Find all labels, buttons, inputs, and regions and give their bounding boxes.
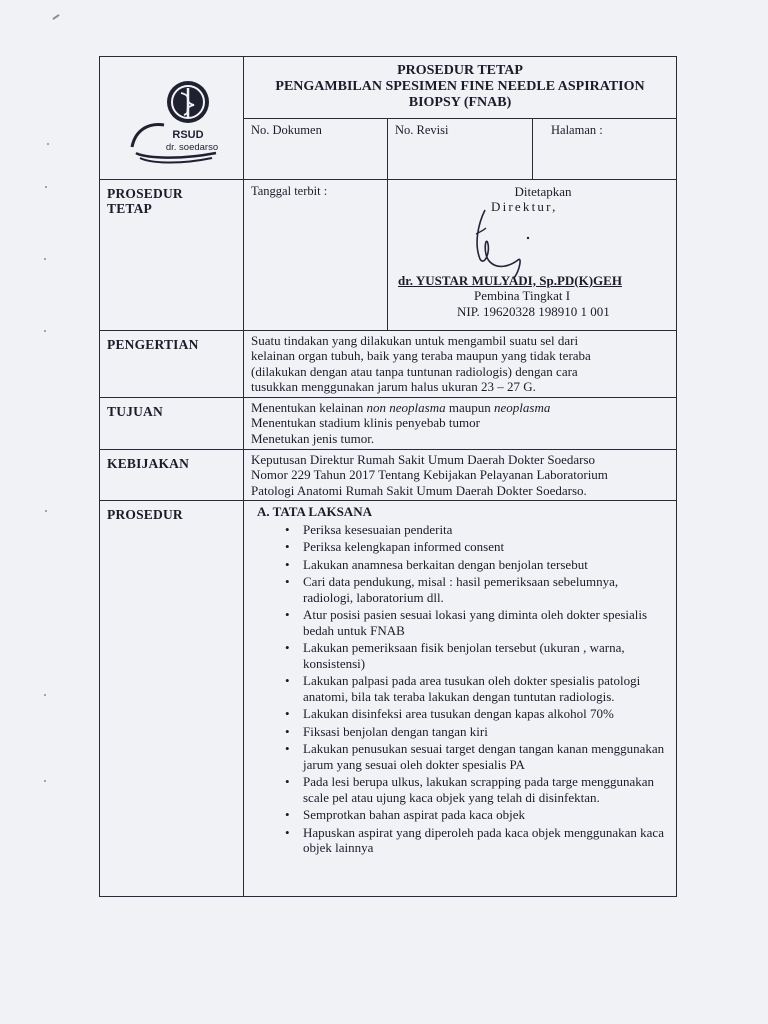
- sop-table: [99, 56, 677, 897]
- procedure-step: • Lakukan disinfeksi area tusukan dengan kapas alkohol 70%: [303, 706, 670, 722]
- tanggal-terbit-cell: [244, 179, 388, 330]
- procedure-step: • Lakukan palpasi pada area tusukan oleh dokter spesialis patologi anatomi, bila tak teraba lakukan dengan tuntutan radiologis.: [303, 673, 670, 704]
- ditetapkan-text: Ditetapkan: [514, 183, 572, 199]
- pengertian-line: (dilakukan dengan atau tanpa tuntunan radiologis) dengan cara: [251, 363, 578, 379]
- scan-speck: [44, 694, 46, 696]
- halaman-cell: [533, 119, 677, 179]
- title-cell: [244, 57, 677, 119]
- scan-speck: [45, 510, 47, 512]
- procedure-step: • Fiksasi benjolan dengan tangan kiri: [303, 724, 670, 740]
- prosedur-tetap-label-line1: PROSEDUR: [107, 185, 183, 201]
- scan-speck: [45, 186, 47, 188]
- prosedur-row: [100, 501, 677, 897]
- pengertian-row: [100, 330, 677, 397]
- scan-speck: [44, 330, 46, 332]
- procedure-step: • Lakukan penusukan sesuai target dengan tangan kanan menggunakan jarum yang sesuai oleh dokter spesialis PA: [303, 741, 670, 772]
- prosedur-content: [244, 501, 677, 897]
- tujuan-text: Menentukan kelainan: [251, 399, 367, 415]
- scan-speck: [52, 14, 60, 20]
- doc-title-line3: BIOPSY (FNAB): [408, 95, 512, 110]
- prosedur-tetap-label-line2: TETAP: [107, 201, 153, 216]
- scan-speck: [47, 143, 49, 145]
- kebijakan-line: Keputusan Direktur Rumah Sakit Umum Daerah Dokter Soedarso: [251, 451, 596, 467]
- no-dokumen-label: No. Dokumen: [251, 123, 322, 138]
- logo-text-rsud: RSUD: [171, 129, 204, 141]
- pengertian-line: Suatu tindakan yang dilakukan untuk mengambil suatu sel dari: [251, 332, 579, 348]
- handwritten-signature: [470, 204, 560, 284]
- signature-block: [388, 180, 676, 328]
- scan-speck: [44, 780, 46, 782]
- logo-text-name: dr. soedarso: [165, 142, 218, 153]
- tujuan-label: TUJUAN: [100, 397, 244, 449]
- tata-laksana-heading: A. TATA LAKSANA: [257, 504, 372, 519]
- kebijakan-label: KEBIJAKAN: [100, 449, 244, 501]
- doc-title-line1: PROSEDUR TETAP: [397, 63, 523, 78]
- procedure-step: • Periksa kesesuaian penderita: [303, 522, 670, 538]
- header-row: [100, 57, 677, 119]
- no-revisi-cell: [388, 119, 533, 179]
- doc-title-line2: PENGAMBILAN SPESIMEN FINE NEEDLE ASPIRATION: [275, 79, 645, 94]
- procedure-step: • Atur posisi pasien sesuai lokasi yang diminta oleh dokter spesialis bedah untuk FNAB: [303, 607, 670, 638]
- kebijakan-content: [244, 449, 677, 501]
- prosedur-tetap-row: [100, 179, 677, 330]
- tujuan-italic: non neoplasma: [366, 399, 446, 415]
- procedure-step: • Hapuskan aspirat yang diperoleh pada kaca objek menggunakan kaca objek lainnya: [303, 825, 670, 856]
- tujuan-line: Menetukan jenis tumor.: [251, 430, 375, 446]
- logo-cell: [100, 57, 244, 180]
- kebijakan-row: [100, 449, 677, 501]
- direktur-text: Direktur,: [491, 198, 558, 214]
- prosedur-tetap-label: [100, 179, 244, 330]
- scan-speck: [44, 258, 46, 260]
- tujuan-row: [100, 397, 677, 449]
- tanggal-terbit-label: Tanggal terbit :: [251, 183, 328, 198]
- pengertian-content: [244, 330, 677, 397]
- kebijakan-line: Nomor 229 Tahun 2017 Tentang Kebijakan Pelayanan Laboratorium: [251, 467, 608, 482]
- no-revisi-label: No. Revisi: [395, 123, 449, 138]
- signatory-name: dr. YUSTAR MULYADI, Sp.PD(K)GEH: [398, 272, 622, 288]
- sop-document: [99, 56, 676, 892]
- tujuan-italic: neoplasma: [494, 399, 551, 415]
- signature-cell: [388, 179, 677, 330]
- hospital-logo: [112, 57, 232, 175]
- procedure-step: • Cari data pendukung, misal : hasil pemeriksaan sebelumnya, radiologi, laboratorium dll.: [303, 574, 670, 605]
- tujuan-line: Menentukan stadium klinis penyebab tumor: [251, 415, 480, 430]
- signatory-nip: NIP. 19620328 198910 1 001: [457, 303, 610, 319]
- procedure-step: • Periksa kelengkapan informed consent: [303, 539, 670, 555]
- tujuan-line: [251, 400, 670, 416]
- procedure-steps-list: [251, 522, 670, 856]
- pengertian-line: kelainan organ tubuh, baik yang teraba maupun yang tidak teraba: [251, 348, 591, 363]
- procedure-step: • Pada lesi berupa ulkus, lakukan scrapping pada targe menggunakan scale pel atau ujung kaca objek yang telah di disinfektan.: [303, 774, 670, 805]
- kebijakan-line: Patologi Anatomi Rumah Sakit Umum Daerah Dokter Soedarso.: [251, 482, 587, 498]
- procedure-step: • Lakukan anamnesa berkaitan dengan benjolan tersebut: [303, 557, 670, 573]
- pengertian-label: PENGERTIAN: [100, 330, 244, 397]
- procedure-step: • Lakukan pemeriksaan fisik benjolan tersebut (ukuran , warna, konsistensi): [303, 640, 670, 671]
- procedure-step: • Semprotkan bahan aspirat pada kaca objek: [303, 807, 670, 823]
- signatory-rank: Pembina Tingkat I: [474, 287, 571, 303]
- prosedur-label: PROSEDUR: [100, 501, 244, 897]
- no-dokumen-cell: [244, 119, 388, 179]
- tujuan-content: [244, 397, 677, 449]
- pengertian-line: tusukkan menggunakan jarum halus ukuran 23 – 27 G.: [251, 379, 536, 394]
- halaman-label: Halaman :: [551, 123, 603, 138]
- tujuan-text: maupun: [445, 399, 494, 415]
